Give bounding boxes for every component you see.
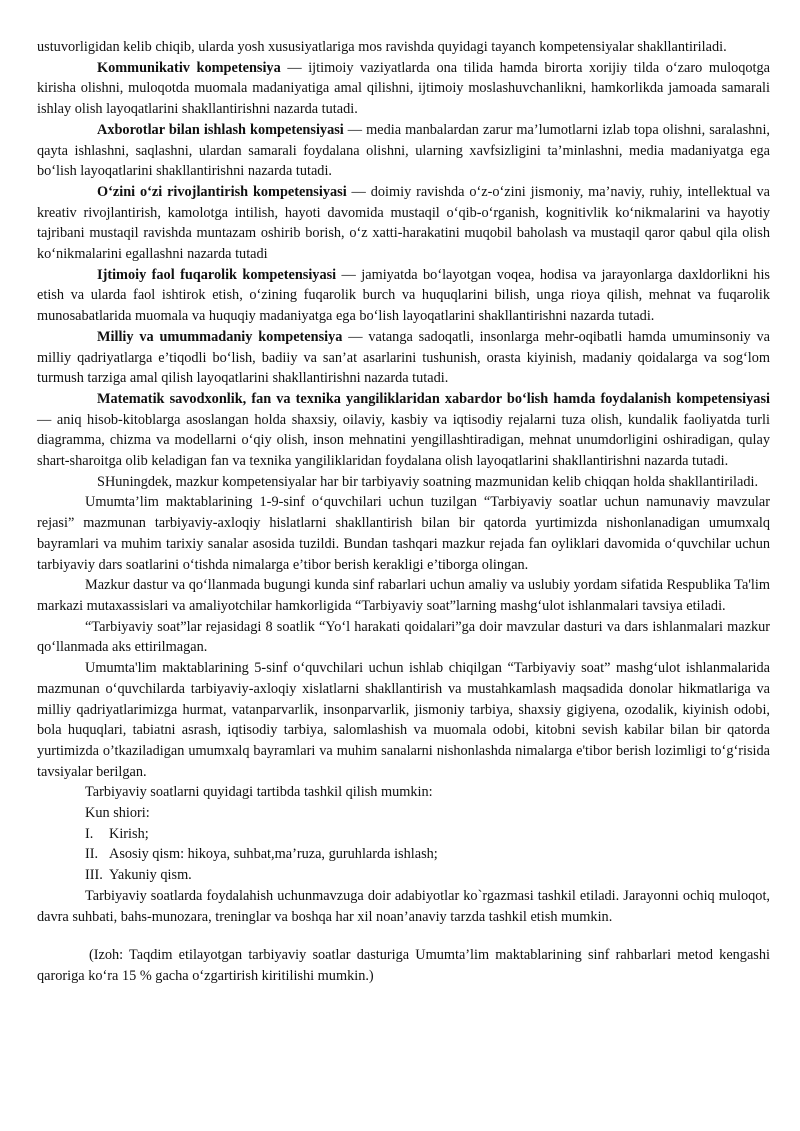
- day-motto-label: Kun shiori:: [85, 805, 150, 822]
- term-information: Axborotlar bilan ishlash kompetensiyasi: [97, 121, 344, 138]
- list-item: [37, 824, 770, 845]
- paragraph-cultural-competence: [37, 327, 770, 389]
- paragraph-exhibition: Tarbiyaviy soatlarda foydalahish uchunmavzuga doir adabiyotlar ko`rgazmasi tashkil etiladi. Jarayonni ochiq muloqot, davra suhbati, bahs-munozara, treninglar va boshqa har xil noan’anaviy tarzda tashkil etish mumkin.: [37, 887, 770, 925]
- term-math: Matematik savodxonlik, fan va texnika yangiliklaridan xabardor bo‘lish hamda foydalanish kompetensiyasi: [97, 390, 770, 407]
- paragraph-traffic-rules-note: “Tarbiyaviy soat”lar rejasidagi 8 soatlik “Yo‘l harakati qoidalari”ga doir mavzular dasturi va dars ishlanmalari mazkur qo‘llanmada aks ettirilmagan.: [37, 618, 770, 656]
- definition-cultural: — vatanga sadoqatli, insonlarga mehr-oqibatli hamda umuminsoniy va milliy qadriyatlarga e’tiqodli bo‘lish, badiiy va san’at asarlarini tushunish, orasta kiyinish, madaniy qoidalarga va sog‘lom turmush tarziga amal qilish layoqatlarini shakllantirishni nazarda tutadi.: [37, 328, 770, 387]
- term-communicative: Kommunikativ kompetensiya: [97, 59, 281, 76]
- paragraph-organization-intro: Tarbiyaviy soatlarni quyidagi tartibda tashkil qilish mumkin:: [85, 784, 433, 801]
- paragraph-competence-summary: SHuningdek, mazkur kompetensiyalar har bir tarbiyaviy soatning mazmunidan kelib chiqqan holda shakllantiriladi.: [97, 473, 759, 490]
- paragraph-self-development-competence: [37, 182, 770, 265]
- definition-information: — media manbalardan zarur ma’lumotlarni izlab topa olishni, saralashni, qayta ishlashni, saqlashni, ulardan samarali foydalana olishni, ularning xavfsizligini ta’minlashni, media madaniyatga ega bo‘lish layoqatlarini shakllantirishni nazarda tutadi.: [37, 121, 770, 180]
- paragraph-math-competence: [37, 389, 770, 472]
- list-item-number: II.: [85, 846, 99, 863]
- definition-civic: — jamiyatda bo‘layotgan voqea, hodisa va jarayonlarga daxldorlikni his etish va ularda faol ishtirok etish, o‘zining fuqarolik burch va huquqlarini bilish, unga rioya qilish, mehnat va fuqarolik munosabatlarida muomala va huquqiy madaniyatga ega bo‘lish layoqatlarini shakllantirishni nazarda tutadi.: [37, 266, 770, 325]
- definition-math: — aniq hisob-kitoblarga asoslangan holda shaxsiy, oilaviy, kasbiy va iqtisodiy rejalarni tuza olish, kundalik faoliyatda turli diagramma, chizma va modellarni o‘qiy olish, inson mehnatini yengillashtiradigan, mehnat unumdorligini oshiradigan, qulay shart-sharoitga olib keladigan fan va texnika yangiliklaridan foydalana olish layoqatlarini shakllantirishni nazarda tutadi.: [37, 411, 770, 470]
- paragraph-grade5-description: Umumta'lim maktablarining 5-sinf o‘quvchilari uchun ishlab chiqilgan “Tarbiyaviy soat” mashg‘ulot ishlanmalarida mazmunan o‘quvchilarda tarbiyaviy-axloqiy xislatlarni shakllantirish va mustahkamlash maqsadida donolar hikmatlariga va milliy qadriyatlarimizga hurmat, vatanparvarlik, insonparvarlik, jismoniy tarbiya, shaxsiy gigiyena, ozodalik, kiyinish odobi, bola huquqlari, tabiatni asrash, iqtisodiy tarbiya, salomlashish va muomala odobi, kitobni sevish kabilar bilan bir qatorda yurtimizda o’tkaziladigan umumxalq bayramlari va muhim sanalarni nishonlashda nimalarga e'tibor berish lozimligi to‘g‘risida tavsiyalar berilgan.: [37, 660, 770, 780]
- list-item-text: Kirish;: [109, 825, 149, 842]
- definition-communicative: — ijtimoiy vaziyatlarda ona tilida hamda birorta xorijiy tilda o‘zaro muloqotga kirisha olishni, muloqotda muomala madaniyatiga amal qilishni, ijtimoiy moslashuvchanlikni, hamkorlikda jamoada samarali ishlay olish layoqatlarini shakllantirishni nazarda tutadi.: [37, 59, 771, 118]
- paragraph-civic-competence: [37, 265, 770, 327]
- paragraph-plan-description: Umumta’lim maktablarining 1-9-sinf o‘quvchilari uchun tuzilgan “Tarbiyaviy soatlar uchun namunaviy mavzular rejasi” mazmunan tarbiyaviy-axloqiy hislatlarni shakllantirish bilan bir qatorda yurtimizda nishonlanadigan umumxalq bayramlari va muhim tarixiy sanalar asosida tuzildi. Bundan tashqari mazkur rejada fan oyliklari davomida o‘quvchilar uchun tarbiyaviy dars soatlarini o‘tishda nimalarga e’tibor berish kerakligi e’tiborga olingan.: [37, 494, 770, 573]
- paragraph-manual-description: Mazkur dastur va qo‘llanmada bugungi kunda sinf rabarlari uchun amaliy va uslubiy yordam sifatida Respublika Ta'lim markazi mutaxassislari va amaliyotchilar hamkorligida “Tarbiyaviy soat”larning mashg‘ulot ishlanmalari tavsiya etiladi.: [37, 577, 770, 614]
- term-self-development: O‘zini o‘zi rivojlantirish kompetensiyasi: [97, 183, 347, 200]
- paragraph-communicative-competence: [37, 58, 770, 120]
- paragraph-information-competence: [37, 120, 770, 182]
- list-item-number: I.: [85, 825, 94, 842]
- term-civic: Ijtimoiy faol fuqarolik kompetensiyasi: [97, 266, 337, 283]
- list-item: [37, 844, 770, 865]
- list-item-text: Asosiy qism: hikoya, suhbat,ma’ruza, guruhlarda ishlash;: [109, 846, 438, 863]
- term-cultural: Milliy va umummadaniy kompetensiya: [97, 328, 343, 345]
- list-item-text: Yakuniy qism.: [109, 867, 192, 884]
- paragraph-footnote: (Izoh: Taqdim etilayotgan tarbiyaviy soatlar dasturiga Umumta’lim maktablarining sinf rahbarlari metod kengashi qaroriga ko‘ra 15 % gacha o‘zgartirish kiritilishi mumkin.): [37, 947, 770, 984]
- definition-self-development: — doimiy ravishda o‘z-o‘zini jismoniy, ma’naviy, ruhiy, intellektual va kreativ rivojlantirish, kamolotga intilish, hayoti davomida mustaqil o‘qib-o‘rganish, kognitivlik ko‘nikmalarini va hayotiy tajribani mustaqil ravishda muntazam oshirib borish, o‘z xatti-harakatini muqobil baholash va mustaqil qaror qabul qila olish ko‘nikmalarini egallashni nazarda tutadi: [37, 183, 770, 263]
- list-item-number: III.: [85, 867, 103, 884]
- paragraph-intro: ustuvorligidan kelib chiqib, ularda yosh xususiyatlariga mos ravishda quyidagi tayanch kompetensiyalar shakllantiriladi.: [37, 39, 727, 55]
- list-item: [37, 865, 770, 886]
